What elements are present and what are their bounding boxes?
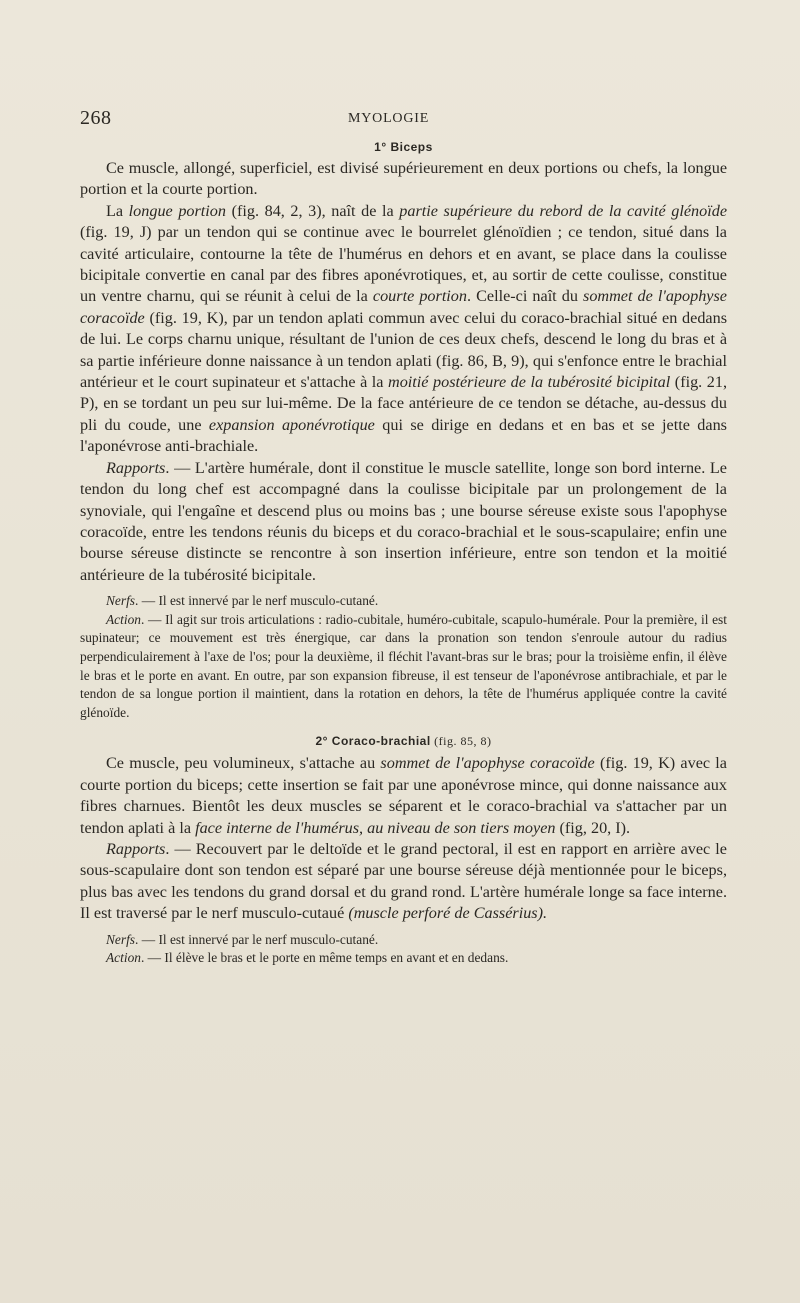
text-run: . — Il est innervé par le nerf musculo-cutané. (135, 931, 379, 947)
biceps-description-paragraph (80, 201, 727, 458)
coraco-rapports-paragraph (80, 839, 727, 925)
text-run: (fig. 19, J) par un tendon qui se continue avec le bourrelet glénoïdien ; ce tendon, situé dans la cavité articulaire, contourne la tête de l'humérus en dehors et en avant, se place dans la coulisse bicipitale convertie en canal par des fibres aponévrotiques, et, au sortir de cette coulisse, constitue un ventre charnu, qui se réunit à celui de la (80, 223, 727, 306)
emphasis-glenoid-rim: partie supérieure du rebord de la cavité glénoïde (399, 201, 728, 220)
biceps-action-paragraph (80, 611, 727, 723)
text-run: (fig, 20, I). (555, 818, 631, 837)
running-title: MYOLOGIE (348, 111, 430, 126)
rapports-heading: Rapports (106, 839, 166, 858)
text-run: La (106, 201, 129, 220)
emphasis-long-portion: longue portion (128, 201, 226, 220)
text-run: . — Il élève le bras et le porte en même temps en avant et en dedans. (140, 950, 509, 966)
figure-reference: (fig. 85, 8) (430, 734, 492, 749)
action-heading: Action (106, 950, 141, 966)
nerfs-heading: Nerfs (106, 593, 136, 609)
text-run: (fig. 19, K), par un tendon aplati commun avec celui du coraco-brachial situé en dedans de lui. Le corps charnu unique, résultant de l'union de ces deux chefs, descend le long du bras et à sa partie inférieure donne naissance à un tendon aplati (fig. 86, B, 9), qui s'enfonce entre le brachial antérieur et le court supinateur et s'attache à la (80, 308, 727, 392)
emphasis-humerus-face: face interne de l'humérus, au niveau de son tiers moyen (195, 818, 556, 837)
text-run: . — Il agit sur trois articulations : radio-cubitale, huméro-cubitale, scapulo-humérale. Pour la première, il est supinateur; ce mouvement est très énergique, car dans la pronation son tendon s'enroule autour du radius perpendiculairement à l'axe de l'os; pour la deuxième, il fléchit l'avant-bras sur le bras; pour la troisième enfin, il élève le bras et le porte en avant. En outre, par son expansion fibreuse, il est tenseur de l'aponévrose antibrachiale, et par le tendon de sa longue portion il maintient, dans la rotation en dehors, la tête de l'humérus appliquée contre la cavité glénoïde. (80, 611, 727, 720)
text-run: . — L'artère humérale, dont il constitue le muscle satellite, longe son bord interne. Le tendon du long chef est accompagné dans la coulisse bicipitale par un prolongement de la synoviale, qui l'engaîne et descend plus ou moins bas ; une bourse séreuse existe sous l'apophyse coracoïde, entre les tendons réunis du biceps et du coraco-brachial et le sous-scapulaire; enfin une bourse séreuse distincte se rencontre à son insertion inférieure, entre son tendon et la moitié antérieure de la tubérosité bicipitale. (80, 458, 727, 584)
section-title-coraco-brachial (80, 734, 727, 749)
action-heading: Action (106, 611, 141, 627)
biceps-intro-paragraph: Ce muscle, allongé, superficiel, est divisé supérieurement en deux portions ou chefs, la longue portion et la courte portion. (80, 159, 727, 199)
text-run: Ce muscle, peu volumineux, s'attache au (106, 754, 381, 773)
page-content (80, 140, 727, 968)
text-run: (fig. 21, P), en se tordant un peu sur lui-même. De la face antérieure de ce tendon se détache, au-dessus du pli du coude, une (80, 373, 727, 434)
biceps-nerfs-paragraph (80, 592, 727, 611)
text-run: . — Il est innervé par le nerf musculo-cutané. (135, 593, 379, 609)
nerfs-heading: Nerfs (106, 931, 136, 947)
section-title-biceps: 1° Biceps (374, 140, 433, 154)
coraco-description-paragraph (80, 753, 727, 839)
text-run: . — Recouvert par le deltoïde et le grand pectoral, il est en rapport en arrière avec le sous-scapulaire dont son tendon est séparé par une bourse séreuse déjà mentionnée pour le biceps, plus bas avec les tendons du grand dorsal et du grand rond. L'artère humérale longe sa face interne. Il est traversé par le nerf musculo-cutaué (80, 839, 727, 923)
text-run: . Celle-ci naît du (467, 287, 584, 306)
emphasis-casserius: (muscle perforé de Cassérius). (348, 904, 548, 923)
section-title-text: 2° Coraco-brachial (315, 734, 431, 749)
text-run: qui se dirige en dedans et en bas et se jette dans l'aponévrose anti-brachiale. (80, 415, 727, 456)
coraco-action-paragraph (80, 949, 727, 968)
emphasis-aponeurotic-expansion: expansion aponévrotique (208, 415, 375, 434)
page-header (80, 107, 720, 131)
text-run: (fig. 84, 2, 3), naît de la (226, 201, 400, 220)
page-number: 268 (80, 107, 112, 129)
rapports-heading: Rapports (106, 458, 166, 477)
emphasis-coracoid-apex: sommet de l'apophyse coracoïde (380, 754, 595, 773)
biceps-rapports-paragraph (80, 458, 727, 586)
coraco-nerfs-paragraph (80, 931, 727, 950)
emphasis-bicipital-tuberosity: moitié postérieure de la tubérosité bicipital (388, 373, 671, 392)
emphasis-coracoid-apex: sommet de l'apophyse coracoïde (80, 287, 727, 327)
emphasis-short-portion: courte portion (372, 287, 467, 306)
text-run: (fig. 19, K) avec la courte portion du biceps; cette insertion se fait par une aponévrose mince, qui donne naissance aux fibres charnues. Bientôt les deux muscles se séparent et le coraco-brachial va s'attacher par un tendon aplati à la (80, 754, 727, 837)
